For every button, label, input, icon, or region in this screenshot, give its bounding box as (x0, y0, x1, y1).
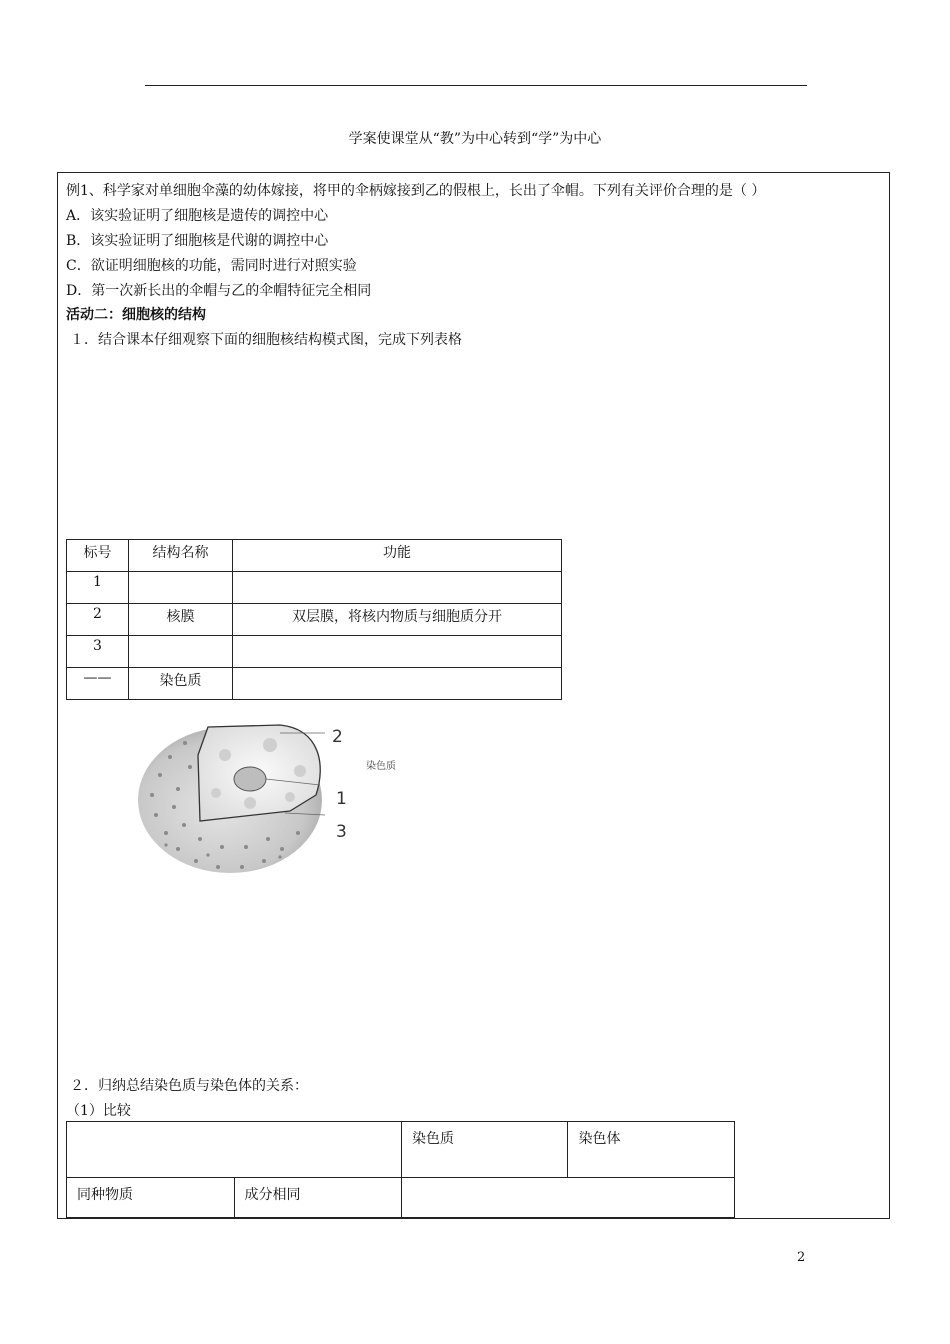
header-cell-chromatin: 染色质 (402, 1122, 568, 1178)
structure-table (66, 539, 562, 700)
question-2-sub: （1）比较 (66, 1103, 131, 1119)
cell-name[interactable] (129, 636, 233, 668)
cell-name: 核膜 (129, 604, 233, 636)
cell-same-composition: 成分相同 (234, 1178, 402, 1218)
header-cell-function: 功能 (233, 540, 562, 572)
table-row (67, 1122, 735, 1178)
table-row (67, 636, 562, 668)
table-row (67, 540, 562, 572)
cell-function[interactable] (233, 668, 562, 700)
cell-function[interactable] (233, 636, 562, 668)
figure-label-3: 3 (336, 822, 347, 842)
header-cell-number: 标号 (67, 540, 129, 572)
question-2: ２．归纳总结染色质与染色体的关系： (70, 1078, 308, 1094)
option-d: D．第一次新长出的伞帽与乙的伞帽特征完全相同 (66, 283, 372, 299)
option-c: C．欲证明细胞核的功能，需同时进行对照实验 (66, 258, 357, 274)
header-cell-empty (67, 1122, 402, 1178)
cell-number: —— (67, 668, 129, 700)
cell-name: 染色质 (129, 668, 233, 700)
cell-number: 3 (67, 636, 129, 668)
header-cell-name: 结构名称 (129, 540, 233, 572)
header-rule (145, 85, 807, 86)
nucleus-diagram (130, 715, 420, 875)
cell-number: 2 (67, 604, 129, 636)
table-row (67, 1178, 735, 1218)
page-number: 2 (797, 1250, 806, 1265)
cell-name[interactable] (129, 572, 233, 604)
question-1: １．结合课本仔细观察下面的细胞核结构模式图，完成下列表格 (70, 332, 462, 348)
option-b: B．该实验证明了细胞核是代谢的调控中心 (66, 233, 329, 249)
table-row (67, 604, 562, 636)
table-row (67, 572, 562, 604)
header-cell-chromosome: 染色体 (568, 1122, 735, 1178)
option-a: A．该实验证明了细胞核是遗传的调控中心 (66, 208, 329, 224)
figure-label-1: 1 (336, 789, 347, 809)
cell-function: 双层膜，将核内物质与细胞质分开 (233, 604, 562, 636)
cell-number: 1 (67, 572, 129, 604)
figure-label-chromatin: 染色质 (366, 761, 396, 772)
cell-answer[interactable] (402, 1178, 735, 1218)
nucleus-shape (138, 725, 325, 873)
example-question: 例1、科学家对单细胞伞藻的幼体嫁接，将甲的伞柄嫁接到乙的假根上，长出了伞帽。下列有关评价合理的是（ ） (66, 183, 766, 199)
cell-function[interactable] (233, 572, 562, 604)
cell-same-substance: 同种物质 (67, 1178, 235, 1218)
activity-title: 活动二：细胞核的结构 (66, 307, 206, 323)
figure-label-2: 2 (332, 727, 343, 747)
table-row (67, 668, 562, 700)
comparison-table (66, 1121, 735, 1218)
page-header: 学案使课堂从“教”为中心转到“学”为中心 (348, 131, 602, 147)
